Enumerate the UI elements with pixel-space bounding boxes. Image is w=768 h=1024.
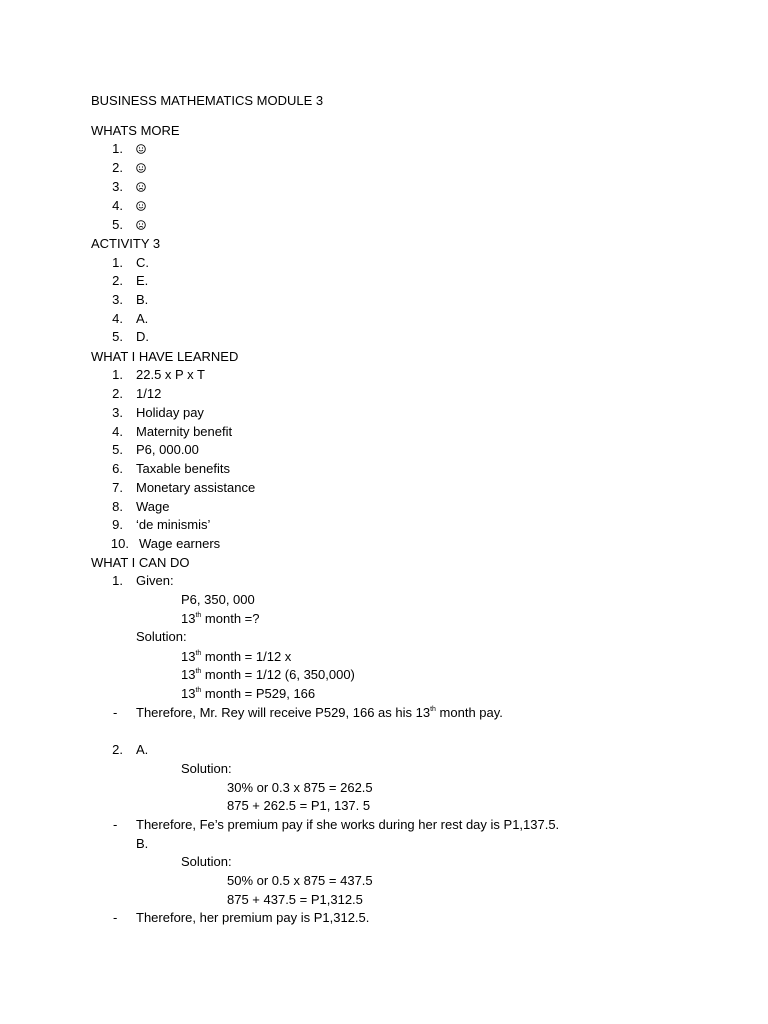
item-number: 2. <box>112 160 123 175</box>
item-text: Maternity benefit <box>136 424 233 439</box>
item-text: D. <box>136 329 149 344</box>
document-title: BUSINESS MATHEMATICS MODULE 3 <box>91 93 324 108</box>
item-text: Taxable benefits <box>136 461 230 476</box>
item-number: 4. <box>112 424 123 439</box>
item-text: Wage earners <box>139 536 221 551</box>
dash-bullet: - <box>113 705 118 720</box>
item-text: E. <box>136 273 149 288</box>
section-heading-whats-more: WHATS MORE <box>91 123 180 138</box>
item-number: 2. <box>112 742 123 757</box>
smile-icon <box>136 160 146 176</box>
item-number: 2. <box>112 273 123 288</box>
item-text: 22.5 x P x T <box>136 367 205 382</box>
solution-line: 13th month = 1/12 x <box>181 649 292 664</box>
frown-icon <box>136 179 146 195</box>
smile-icon <box>136 141 146 157</box>
item-number: 1. <box>112 573 123 588</box>
item-text: Monetary assistance <box>136 480 256 495</box>
solution-label: Solution: <box>136 629 187 644</box>
item-number: 5. <box>112 217 123 232</box>
solution-label: Solution: <box>181 761 232 776</box>
dash-bullet: - <box>113 910 118 925</box>
item-number: 3. <box>112 292 123 307</box>
item-number: 10. <box>110 536 129 551</box>
item-number: 5. <box>112 442 123 457</box>
solution-line: 875 + 262.5 = P1, 137. 5 <box>227 798 371 813</box>
item-number: 4. <box>112 198 123 213</box>
item-number: 1. <box>112 255 123 270</box>
part-a-label: A. <box>136 742 149 757</box>
item-number: 1. <box>112 367 123 382</box>
item-number: 6. <box>112 461 123 476</box>
part-b-label: B. <box>136 836 149 851</box>
item-number: 3. <box>112 405 123 420</box>
item-text: Holiday pay <box>136 405 204 420</box>
item-number: 9. <box>112 517 123 532</box>
item-text: ‘de minismis’ <box>136 517 211 532</box>
smile-icon <box>136 198 146 214</box>
section-heading-activity-3: ACTIVITY 3 <box>91 236 161 251</box>
given-month: 13th month =? <box>181 611 260 626</box>
solution-line: 875 + 437.5 = P1,312.5 <box>227 892 363 907</box>
item-number: 7. <box>112 480 123 495</box>
conclusion-text: Therefore, Fe’s premium pay if she works during her rest day is P1,137.5. <box>136 817 560 832</box>
conclusion-text: Therefore, her premium pay is P1,312.5. <box>136 910 370 925</box>
item-text: A. <box>136 311 149 326</box>
item-text: C. <box>136 255 149 270</box>
solution-line: 13th month = 1/12 (6, 350,000) <box>181 667 355 682</box>
solution-line: 13th month = P529, 166 <box>181 686 316 701</box>
dash-bullet: - <box>113 817 118 832</box>
item-text: 1/12 <box>136 386 162 401</box>
item-number: 2. <box>112 386 123 401</box>
item-number: 8. <box>112 499 123 514</box>
solution-label: Solution: <box>181 854 232 869</box>
section-heading-what-i-can-do: WHAT I CAN DO <box>91 555 190 570</box>
section-heading-what-i-have-learned: WHAT I HAVE LEARNED <box>91 349 239 364</box>
frown-icon <box>136 217 146 233</box>
item-number: 4. <box>112 311 123 326</box>
solution-line: 50% or 0.5 x 875 = 437.5 <box>227 873 373 888</box>
given-value: P6, 350, 000 <box>181 592 255 607</box>
item-text: P6, 000.00 <box>136 442 199 457</box>
item-text: B. <box>136 292 149 307</box>
given-label: Given: <box>136 573 174 588</box>
solution-line: 30% or 0.3 x 875 = 262.5 <box>227 780 373 795</box>
item-number: 5. <box>112 329 123 344</box>
item-number: 3. <box>112 179 123 194</box>
item-text: Wage <box>136 499 170 514</box>
item-number: 1. <box>112 141 123 156</box>
conclusion-text: Therefore, Mr. Rey will receive P529, 166 as his 13th month pay. <box>136 705 503 720</box>
